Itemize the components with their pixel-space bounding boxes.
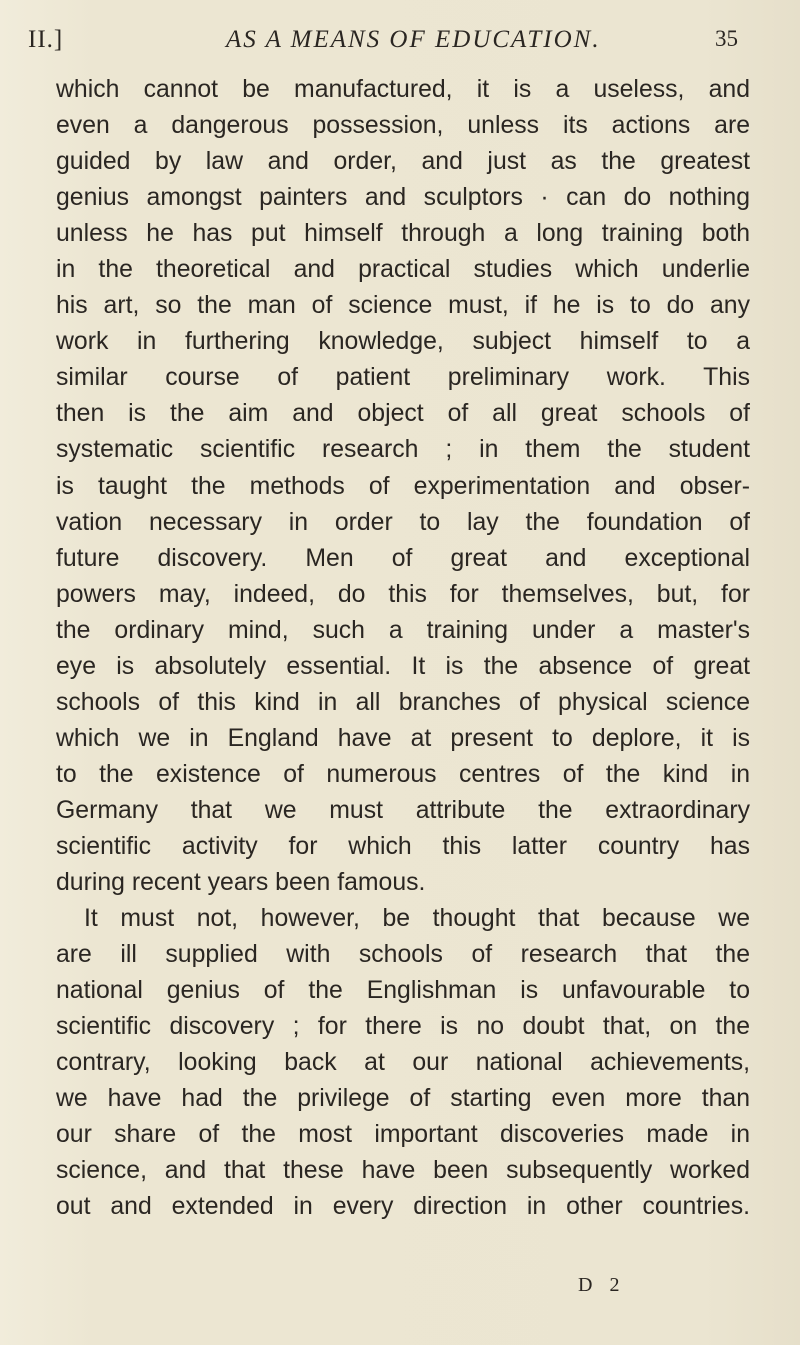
running-head	[0, 20, 800, 60]
body-text	[56, 72, 750, 1226]
text-line: then is the aim and object of all great schools of	[56, 400, 750, 428]
text-line: which we in England have at present to deplore, it is	[56, 724, 750, 752]
text-line: is taught the methods of experimentation and obser-	[56, 472, 750, 500]
text-line: science, and that these have been subsequently worked	[56, 1157, 750, 1185]
text-line: systematic scientific research ; in them the student	[56, 436, 750, 464]
signature-mark: D 2	[578, 1274, 626, 1296]
text-line: to the existence of numerous centres of the kind in	[56, 760, 750, 788]
text-line: his art, so the man of science must, if he is to do any	[56, 292, 750, 320]
text-line: national genius of the Englishman is unfavourable to	[56, 977, 750, 1005]
text-line: Germany that we must attribute the extraordinary	[56, 796, 750, 824]
text-line: unless he has put himself through a long training both	[56, 220, 750, 248]
page-number: 35	[715, 26, 738, 51]
text-line: similar course of patient preliminary work. This	[56, 364, 750, 392]
text-line: in the theoretical and practical studies which underlie	[56, 256, 750, 284]
text-line: during recent years been famous.	[56, 869, 426, 897]
text-line: genius amongst painters and sculptors · can do nothing	[56, 184, 750, 212]
text-line: are ill supplied with schools of research that the	[56, 941, 750, 969]
text-line: we have had the privilege of starting even more than	[56, 1085, 750, 1113]
text-line: guided by law and order, and just as the greatest	[56, 148, 750, 176]
text-line: the ordinary mind, such a training under a master's	[56, 616, 750, 644]
text-line: work in furthering knowledge, subject himself to a	[56, 328, 750, 356]
chapter-number: II.]	[28, 26, 64, 53]
text-line: scientific discovery ; for there is no doubt that, on the	[56, 1013, 750, 1041]
text-line: scientific activity for which this latter country has	[56, 832, 750, 860]
text-line: schools of this kind in all branches of physical science	[56, 688, 750, 716]
text-line: powers may, indeed, do this for themselves, but, for	[56, 580, 750, 608]
paragraph-start-line: It must not, however, be thought that because we	[84, 905, 750, 933]
text-line: even a dangerous possession, unless its actions are	[56, 112, 750, 140]
text-line: out and extended in every direction in other countries.	[56, 1193, 750, 1221]
running-title: AS A MEANS OF EDUCATION.	[226, 26, 601, 53]
text-line: vation necessary in order to lay the foundation of	[56, 508, 750, 536]
text-line: which cannot be manufactured, it is a useless, and	[56, 76, 750, 103]
text-line: our share of the most important discoveries made in	[56, 1121, 750, 1149]
text-line: future discovery. Men of great and exceptional	[56, 544, 750, 572]
text-line: contrary, looking back at our national achievements,	[56, 1049, 750, 1077]
text-line: eye is absolutely essential. It is the absence of great	[56, 652, 750, 680]
